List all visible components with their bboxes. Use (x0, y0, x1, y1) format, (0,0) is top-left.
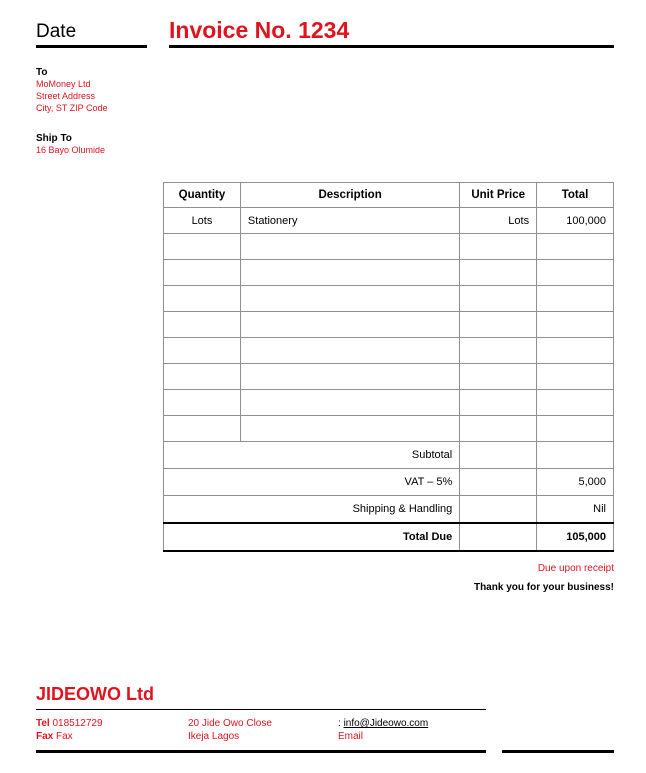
cell-quantity (164, 286, 241, 312)
total-due-label: Total Due (164, 523, 460, 551)
shipping-value: Nil (537, 496, 614, 524)
cell-total (537, 416, 614, 442)
ship-to-block (36, 133, 105, 156)
vat-label: VAT – 5% (164, 469, 460, 496)
bottom-rule-left (36, 750, 486, 753)
tel-value: 018512729 (52, 718, 103, 729)
invoice-items-table (163, 182, 614, 552)
table-row (164, 234, 614, 260)
shipping-row (164, 496, 614, 524)
footer-email (338, 718, 428, 743)
cell-quantity (164, 312, 241, 338)
table-row (164, 338, 614, 364)
address-line: Ikeja Lagos (188, 730, 240, 742)
email-link[interactable]: info@Jideowo.com (343, 718, 429, 729)
cell-total (537, 260, 614, 286)
cell-quantity (164, 416, 241, 442)
to-line: MoMoney Ltd (36, 79, 91, 89)
cell-total: 100,000 (537, 208, 614, 234)
total-due-row (164, 523, 614, 551)
to-block (36, 67, 108, 114)
footer-contact-phone (36, 718, 103, 743)
cell-total (537, 364, 614, 390)
table-row (164, 390, 614, 416)
table-row (164, 208, 614, 234)
table-row (164, 312, 614, 338)
subtotal-spacer (460, 442, 537, 469)
thank-you-note: Thank you for your business! (473, 582, 614, 593)
cell-quantity (164, 364, 241, 390)
table-row (164, 260, 614, 286)
email-label: Email (338, 730, 364, 742)
company-rule (36, 709, 486, 710)
cell-description (240, 234, 459, 260)
column-header-unit-price: Unit Price (460, 183, 537, 208)
cell-total (537, 338, 614, 364)
to-label: To (36, 67, 48, 78)
address-line: 20 Jide Owo Close (188, 718, 272, 729)
date-label: Date (36, 21, 77, 42)
cell-total (537, 390, 614, 416)
column-header-quantity: Quantity (164, 183, 241, 208)
invoice-title: Invoice No. 1234 (169, 17, 350, 43)
fax-value: Fax (56, 730, 73, 742)
total-due-spacer (460, 523, 537, 551)
date-rule (36, 45, 147, 48)
due-note: Due upon receipt (537, 563, 614, 574)
cell-description (240, 312, 459, 338)
vat-spacer (460, 469, 537, 496)
cell-quantity (164, 234, 241, 260)
cell-unit-price: Lots (460, 208, 537, 234)
total-due-value: 105,000 (537, 523, 614, 551)
vat-value: 5,000 (537, 469, 614, 496)
shipping-spacer (460, 496, 537, 524)
cell-description (240, 260, 459, 286)
company-name: JIDEOWO Ltd (36, 684, 154, 704)
invoice-rule (169, 45, 614, 48)
table-header-row (164, 183, 614, 208)
bottom-rule-right (502, 750, 614, 753)
column-header-description: Description (240, 183, 459, 208)
to-line: Street Address (36, 91, 96, 101)
shipping-label: Shipping & Handling (164, 496, 460, 524)
subtotal-row (164, 442, 614, 469)
table-row (164, 416, 614, 442)
column-header-total: Total (537, 183, 614, 208)
cell-unit-price (460, 416, 537, 442)
cell-unit-price (460, 390, 537, 416)
cell-unit-price (460, 234, 537, 260)
cell-description (240, 364, 459, 390)
cell-quantity: Lots (164, 208, 241, 234)
cell-description: Stationery (240, 208, 459, 234)
vat-row (164, 469, 614, 496)
email-prefix: : (338, 718, 344, 729)
cell-total (537, 234, 614, 260)
subtotal-label: Subtotal (164, 442, 460, 469)
cell-quantity (164, 260, 241, 286)
cell-total (537, 312, 614, 338)
ship-to-line: 16 Bayo Olumide (36, 145, 106, 155)
cell-unit-price (460, 364, 537, 390)
cell-description (240, 338, 459, 364)
cell-unit-price (460, 312, 537, 338)
cell-total (537, 286, 614, 312)
table-row (164, 364, 614, 390)
to-line: City, ST ZIP Code (36, 103, 108, 113)
ship-to-label: Ship To (36, 133, 72, 144)
cell-unit-price (460, 260, 537, 286)
cell-unit-price (460, 338, 537, 364)
cell-quantity (164, 338, 241, 364)
cell-description (240, 286, 459, 312)
tel-label: Tel (36, 718, 50, 729)
cell-description (240, 416, 459, 442)
subtotal-value (537, 442, 614, 469)
footer-address (188, 718, 272, 743)
table-row (164, 286, 614, 312)
cell-unit-price (460, 286, 537, 312)
fax-label: Fax (36, 730, 54, 742)
cell-quantity (164, 390, 241, 416)
cell-description (240, 390, 459, 416)
